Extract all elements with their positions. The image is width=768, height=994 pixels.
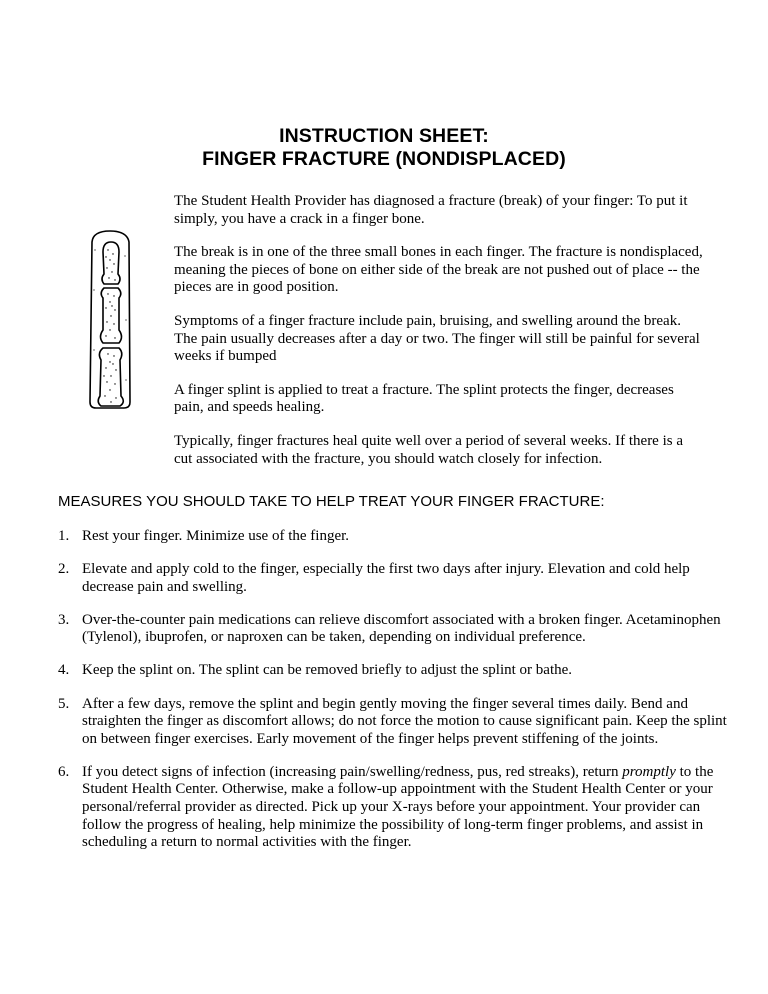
page-title	[0, 125, 768, 171]
list-item-number: 5.	[58, 695, 70, 712]
intro-paragraph: The break is in one of the three small bones in each finger. The fracture is nondisplaced, meaning the pieces of bone on either side of the break are not pushed out of place -- the pieces are in good position.	[174, 244, 703, 296]
list-item-text: After a few days, remove the splint and begin gently moving the finger several times daily. Bend and straighten the finger as discomfort allows; do not force the motion to cause significant pain. Keep the splint on between finger exercises. Early movement of the finger helps prevent stiffening of the joints.	[82, 695, 727, 747]
list-item-text-after: to the Student Health Center. Otherwise, make a follow-up appointment with the Student Health Center or your personal/referral provider as directed. Pick up your X-rays before your appointment. Your provider can follow the progress of healing, help minimize the possibility of long-term finger problems, and assist in scheduling a return to normal activities with the finger.	[82, 763, 714, 851]
list-item	[58, 528, 730, 546]
intro-paragraph: Symptoms of a finger fracture include pain, bruising, and swelling around the break. The pain usually decreases after a day or two. The finger will still be painful for several weeks if bumped	[174, 312, 700, 365]
list-item	[58, 696, 730, 749]
list-item-text: Keep the splint on. The splint can be removed briefly to adjust the splint or bathe.	[82, 662, 573, 679]
page-title-line1: INSTRUCTION SHEET:	[279, 125, 489, 147]
intro-paragraph: The Student Health Provider has diagnosed a fracture (break) of your finger: To put it simply, you have a crack in a finger bone.	[174, 193, 688, 227]
intro-paragraph: A finger splint is applied to treat a fracture. The splint protects the finger, decreases pain, and speeds healing.	[174, 381, 674, 416]
intro-text	[174, 193, 704, 484]
list-item-number: 1.	[58, 528, 70, 544]
list-item	[58, 764, 730, 852]
measures-list	[58, 528, 730, 867]
list-item	[58, 612, 730, 647]
list-item-number: 4.	[58, 662, 70, 679]
list-item-text: Elevate and apply cold to the finger, especially the first two days after injury. Elevation and cold help decrease pain and swelling.	[82, 561, 690, 595]
list-item-number: 2.	[58, 561, 70, 578]
list-item-number: 3.	[58, 611, 70, 628]
list-item-text: Rest your finger. Minimize use of the finger.	[82, 528, 350, 544]
list-item	[58, 561, 730, 596]
list-item-number: 6.	[58, 763, 70, 780]
page-title-line2: FINGER FRACTURE (NONDISPLACED)	[202, 148, 566, 170]
list-item-text: Over-the-counter pain medications can relieve discomfort associated with a broken finger. Acetaminophen (Tylenol), ibuprofen, or naproxen can be taken, depending on individual preference.	[82, 611, 721, 646]
intro-paragraph: Typically, finger fractures heal quite well over a period of several weeks. If there is a cut associated with the fracture, you should watch closely for infection.	[174, 432, 684, 467]
list-item-emphasis: promptly	[622, 763, 676, 780]
finger-bones-illustration	[86, 230, 136, 410]
list-item	[58, 662, 730, 680]
measures-heading: MEASURES YOU SHOULD TAKE TO HELP TREAT YOUR FINGER FRACTURE:	[58, 493, 605, 510]
list-item-text-before: If you detect signs of infection (increasing pain/swelling/redness, pus, red streaks), return	[82, 763, 623, 780]
